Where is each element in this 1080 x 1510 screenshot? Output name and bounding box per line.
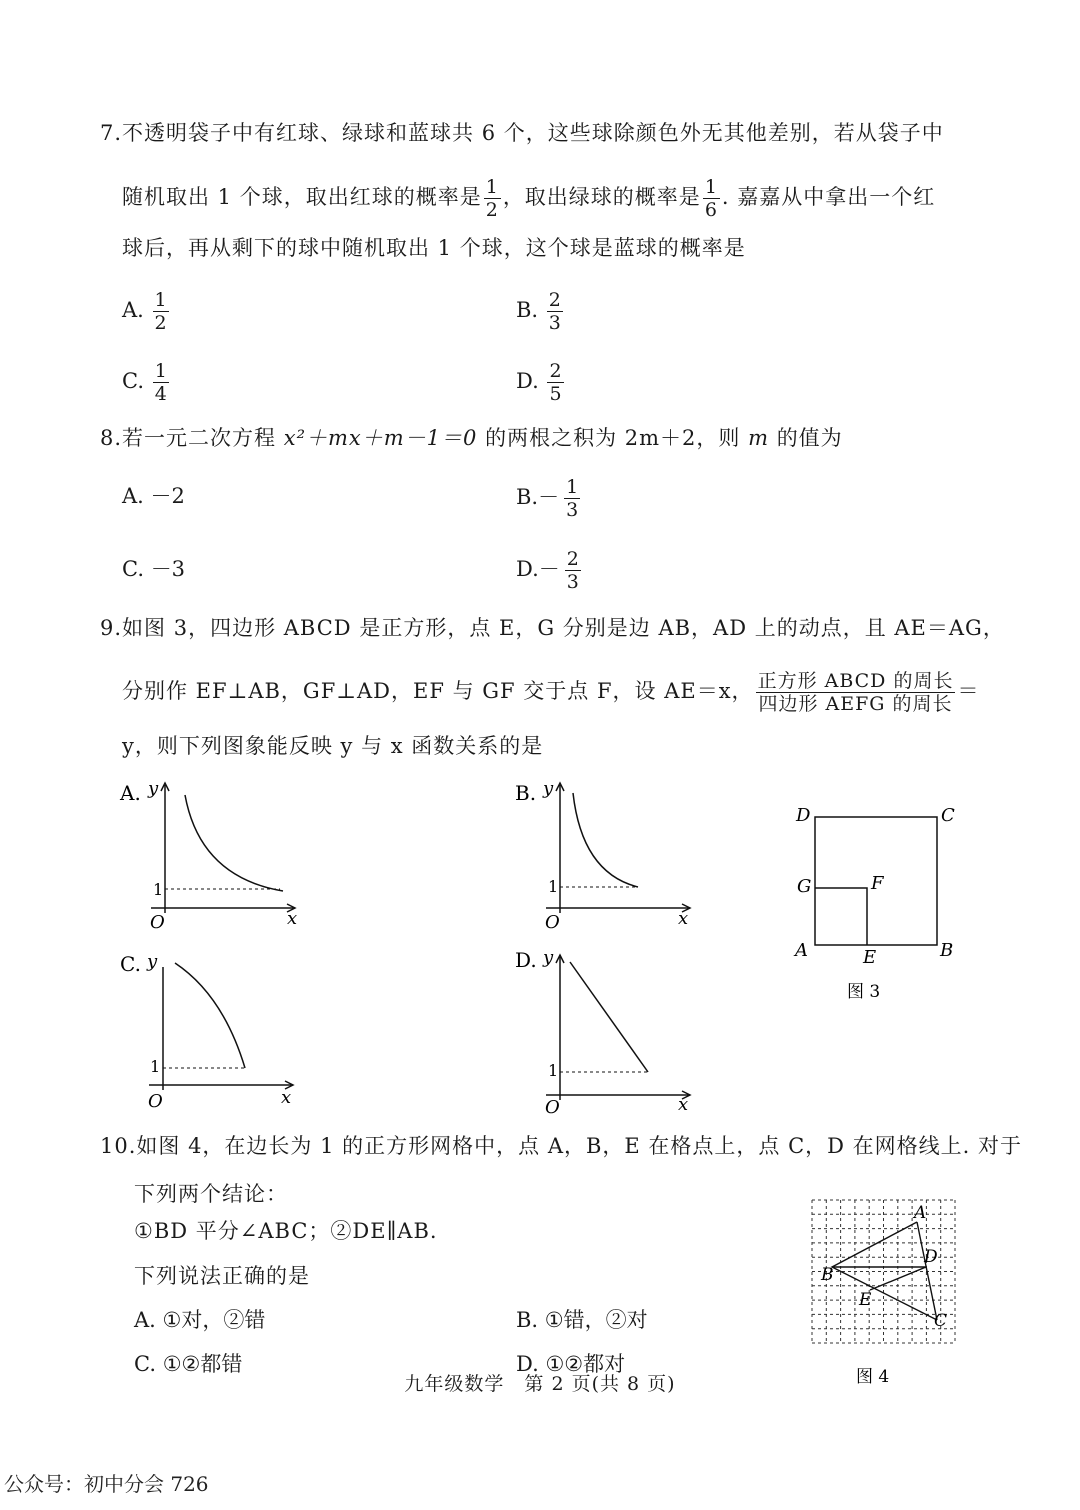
q7-option-d-fraction: $\frac{2}{5}$ (549, 360, 562, 405)
svg-text:C: C (934, 1311, 948, 1331)
svg-text:y: y (148, 778, 159, 799)
q9-graph-d-label: D. (515, 948, 537, 972)
q9-graph-d[interactable] (510, 945, 710, 1115)
svg-text:E: E (859, 1290, 872, 1310)
svg-text:A: A (914, 1203, 927, 1223)
q7-line-1: 7.不透明袋子中有红球、绿球和蓝球共 6 个，这些球除颜色外无其他差别，若从袋子中 (100, 121, 944, 145)
q7-option-a[interactable]: A. $\frac{1}{2}$ (122, 289, 167, 334)
q7-green-fraction: $\frac{1}{6}$ (704, 176, 718, 221)
svg-text:C: C (941, 805, 955, 826)
q10-option-b[interactable]: B. ①错，②对 (516, 1308, 648, 1332)
q10-line-1: 10.如图 4，在边长为 1 的正方形网格中，点 A，B，E 在格点上，点 C，D 在网格线上. 对于 (100, 1134, 1023, 1158)
svg-text:1: 1 (153, 880, 164, 899)
svg-text:B: B (821, 1265, 834, 1285)
q7-option-b-fraction: $\frac{2}{3}$ (548, 289, 561, 334)
svg-text:O: O (545, 1097, 560, 1115)
q10-option-c[interactable]: C. ①②都错 (134, 1352, 243, 1376)
svg-text:y: y (147, 951, 158, 972)
q7-line-2-a: 随机取出 1 个球，取出红球的概率是 (122, 185, 482, 209)
q7-option-c-fraction: $\frac{1}{4}$ (154, 360, 167, 405)
q7-option-b[interactable]: B. $\frac{2}{3}$ (516, 289, 561, 334)
q10-option-a[interactable]: A. ①对，②错 (134, 1308, 266, 1332)
q10-option-d[interactable]: D. ①②都对 (516, 1352, 626, 1376)
svg-text:O: O (148, 1091, 163, 1112)
watermark: 公众号：初中分会 726 (4, 1472, 209, 1496)
svg-text:1: 1 (548, 877, 559, 896)
svg-text:x: x (678, 908, 689, 929)
q7-line-3: 球后，再从剩下的球中随机取出 1 个球，这个球是蓝球的概率是 (122, 236, 746, 260)
q8-equation: x²＋mx＋m－1＝0 (283, 426, 478, 450)
svg-text:x: x (678, 1094, 689, 1115)
q8-option-b-fraction: $\frac{1}{3}$ (566, 476, 579, 521)
q7-line-2 (122, 176, 935, 221)
q8-option-b[interactable]: B.－ $\frac{1}{3}$ (516, 476, 579, 521)
q10-line-3: ①BD 平分∠ABC；②DE∥AB. (134, 1219, 438, 1243)
svg-text:B: B (940, 940, 954, 961)
q9-line-3: y，则下列图象能反映 y 与 x 函数关系的是 (122, 734, 544, 758)
q7-line-2-c: . 嘉嘉从中拿出一个红 (721, 185, 936, 209)
svg-text:O: O (545, 912, 560, 933)
q8-option-c[interactable]: C. －3 (122, 557, 186, 581)
svg-text:1: 1 (150, 1057, 161, 1076)
q9-graph-c-label: C. (120, 952, 141, 976)
q9-graph-a[interactable] (115, 775, 315, 935)
q7-option-d[interactable]: D. $\frac{2}{5}$ (516, 360, 562, 405)
q9-line-2: 分别作 EF⊥AB，GF⊥AD，EF 与 GF 交于点 F，设 AE＝x， $\frac{\text{正方形 ABCD 的周长}}{\text{四边形 AEFG 的周长}}$ ＝ (122, 670, 980, 715)
q8-option-a[interactable]: A. －2 (122, 484, 185, 508)
svg-text:D: D (924, 1247, 938, 1267)
q9-graph-b-label: B. (515, 781, 537, 805)
q8-option-d[interactable]: D.－ $\frac{2}{3}$ (516, 548, 579, 593)
q10-line-4: 下列说法正确的是 (134, 1264, 310, 1288)
q9-perimeter-fraction: $\frac{\text{正方形 ABCD 的周长}}{\text{四边形 AEFG 的周长}}$ (757, 670, 954, 715)
svg-text:x: x (281, 1087, 292, 1108)
svg-text:F: F (871, 873, 884, 894)
page-footer: 九年级数学 第 2 页(共 8 页) (404, 1373, 676, 1395)
q7-option-a-fraction: $\frac{1}{2}$ (154, 289, 167, 334)
q10-line-2: 下列两个结论： (134, 1182, 288, 1206)
svg-text:O: O (150, 912, 165, 933)
q9-line-1: 9.如图 3，四边形 ABCD 是正方形，点 E，G 分别是边 AB，AD 上的动点，且 AE＝AG， (100, 616, 1005, 640)
svg-text:y: y (543, 778, 554, 799)
q10-figure-4-caption: 图 4 (856, 1367, 890, 1387)
svg-text:y: y (543, 947, 554, 968)
q8-option-d-fraction: $\frac{2}{3}$ (566, 548, 579, 593)
q7-red-fraction: $\frac{1}{2}$ (485, 176, 499, 221)
q9-graph-b[interactable] (510, 775, 710, 935)
q9-figure-3 (785, 800, 965, 1005)
svg-text:x: x (287, 908, 298, 929)
svg-text:E: E (863, 947, 877, 968)
svg-text:1: 1 (548, 1061, 559, 1080)
q9-graph-a-label: A. (120, 781, 141, 805)
svg-text:D: D (796, 805, 811, 826)
q8-stem: 8.若一元二次方程 x²＋mx＋m－1＝0 的两根之积为 2m＋2，则 m 的值为 (100, 426, 843, 450)
q9-figure-3-caption: 图 3 (847, 982, 881, 1002)
q10-figure-4 (800, 1190, 970, 1395)
q7-line-2-b: ，取出绿球的概率是 (502, 185, 701, 209)
svg-text:A: A (795, 940, 808, 961)
q7-option-c[interactable]: C. $\frac{1}{4}$ (122, 360, 167, 405)
q9-graph-c[interactable] (115, 945, 315, 1115)
svg-text:G: G (797, 876, 812, 897)
